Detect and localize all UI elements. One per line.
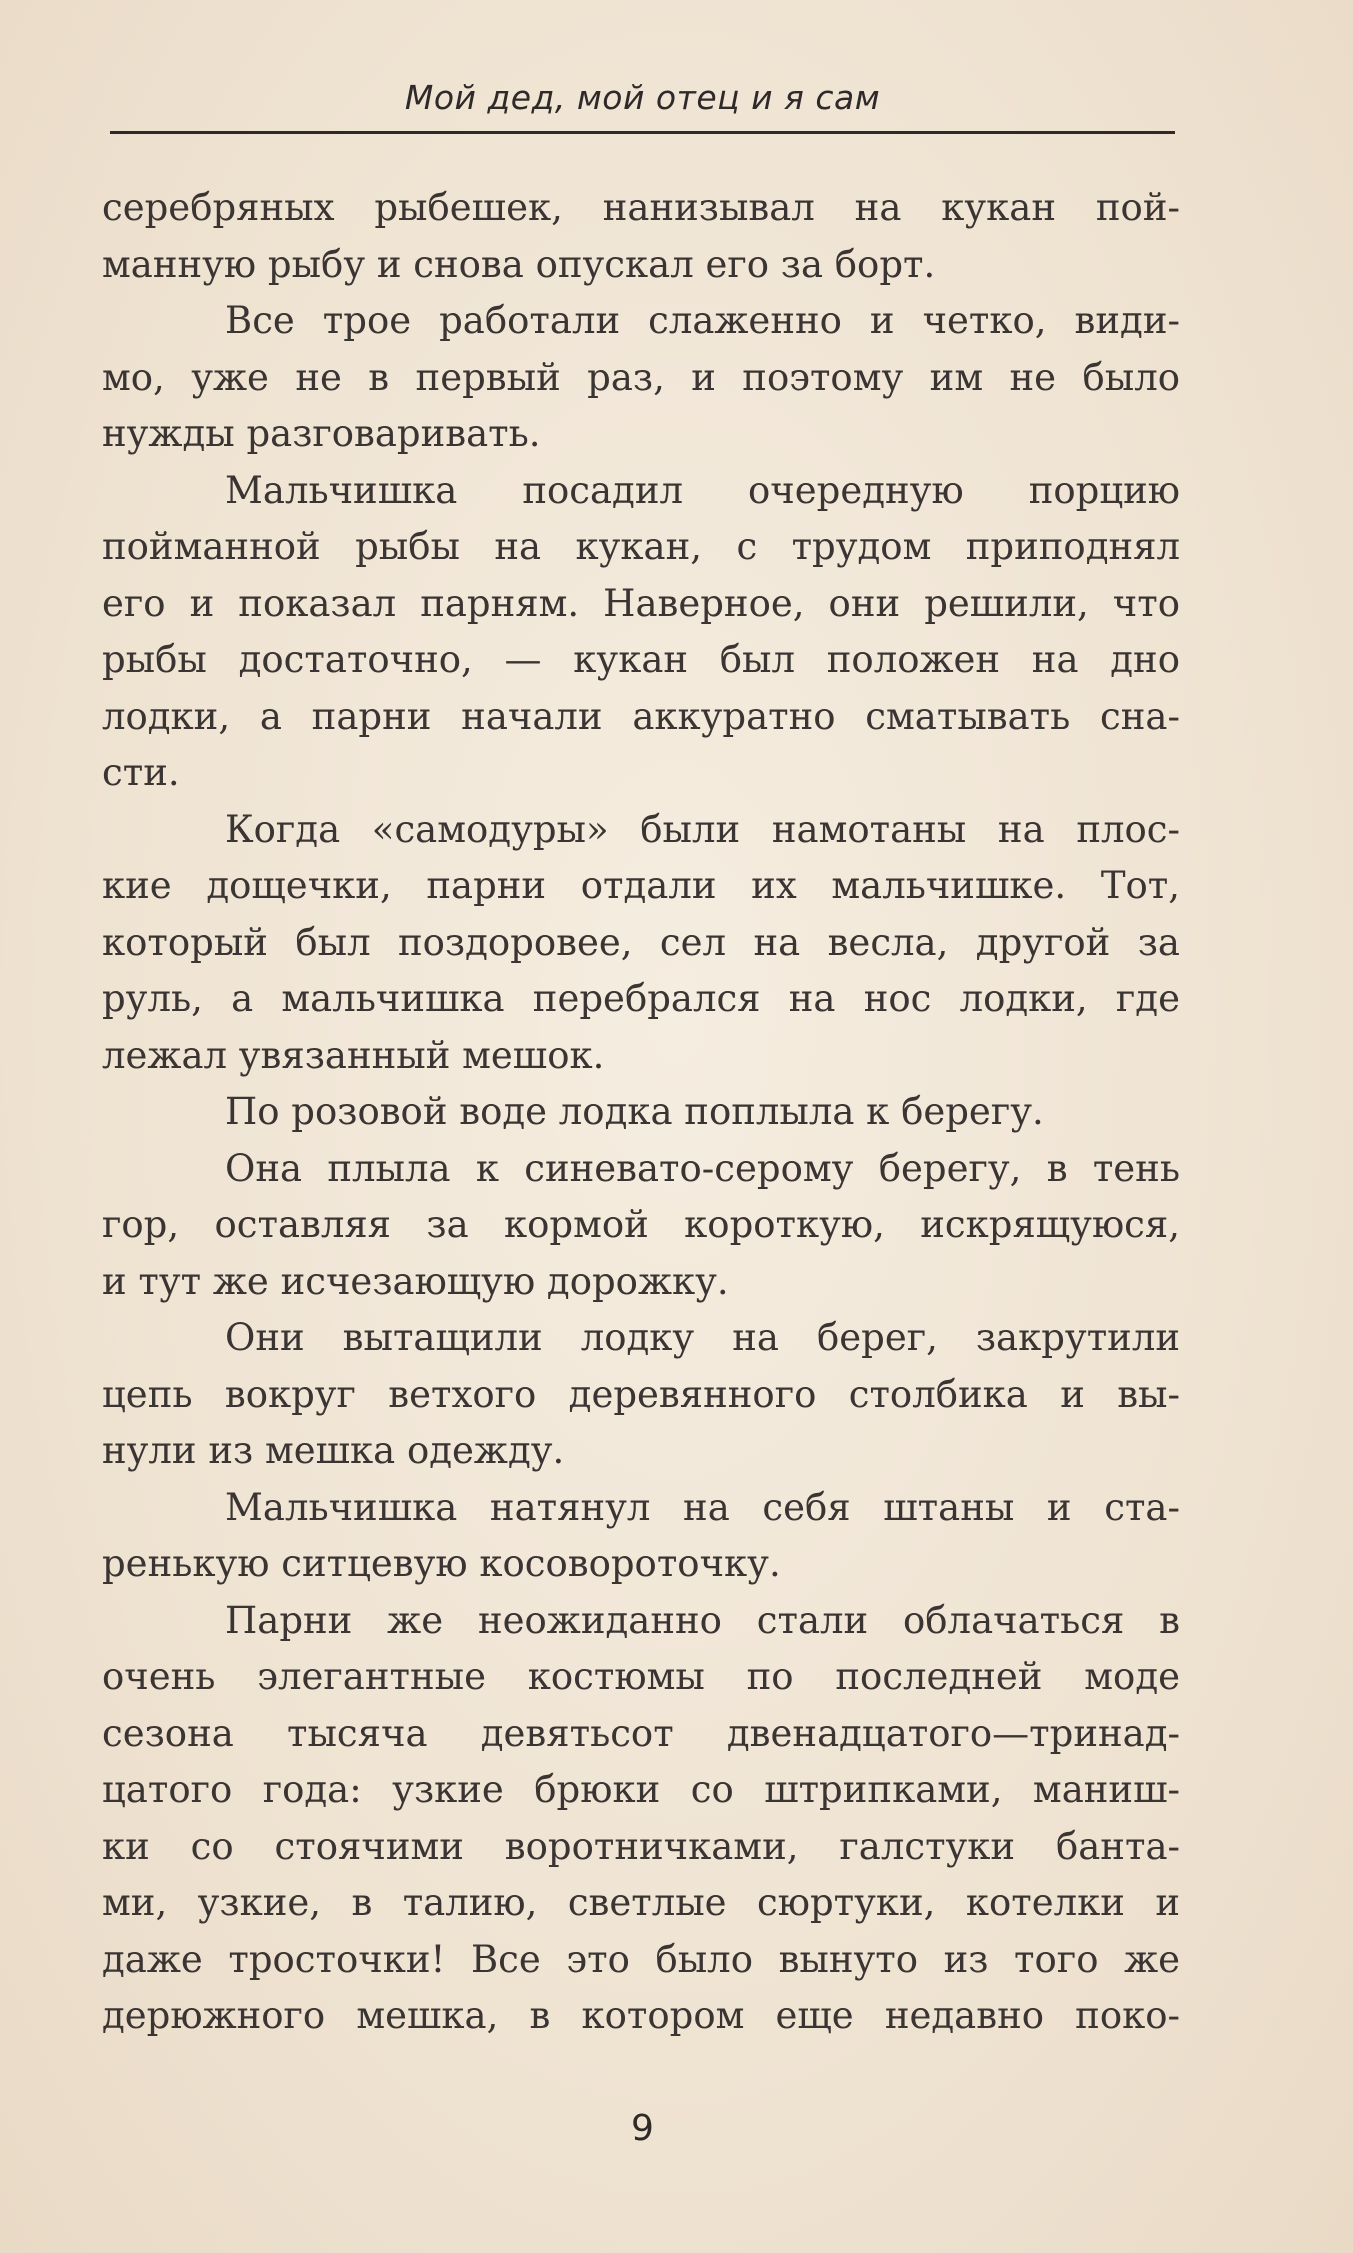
text-line: сти.	[102, 751, 180, 794]
text-line: нули из мешка одежду.	[102, 1429, 565, 1472]
text-line: Мальчишка натянул на себя штаны и ста-	[225, 1485, 1180, 1529]
header-rule	[110, 131, 1175, 134]
body-text	[102, 180, 1180, 2045]
text-line: манную рыбу и снова опускал его за борт.	[102, 242, 936, 286]
text-line: дерюжного мешка, в котором еще недавно поко-	[102, 1994, 1180, 2037]
running-header: Мой дед, мой отец и я сам	[404, 78, 881, 117]
text-line: мо, уже не в первый раз, и поэтому им не было	[102, 355, 1180, 399]
text-line: сезона тысяча девятьсот двенадцатого—тринад-	[102, 1711, 1180, 1755]
text-line: даже тросточки! Все это было вынуто из того же	[102, 1937, 1180, 1981]
text-line: Когда «самодуры» были намотаны на плос-	[225, 807, 1180, 851]
text-line: Они вытащили лодку на берег, закрутили	[225, 1316, 1180, 1359]
text-line: очень элегантные костюмы по последней моде	[102, 1655, 1180, 1698]
text-line: и тут же исчезающую дорожку.	[102, 1259, 729, 1303]
text-line: Все трое работали слаженно и четко, види-	[225, 299, 1180, 342]
text-line: Мальчишка посадил очередную порцию	[225, 468, 1180, 512]
text-line: рыбы достаточно, — кукан был положен на дно	[102, 638, 1180, 681]
text-line: Она плыла к синевато-серому берегу, в тень	[225, 1146, 1180, 1190]
text-line: цепь вокруг ветхого деревянного столбика и вы-	[102, 1372, 1180, 1416]
text-line: его и показал парням. Наверное, они решили, что	[102, 581, 1180, 625]
text-line: лежал увязанный мешок.	[102, 1033, 605, 1077]
text-line: лодки, а парни начали аккуратно сматывать сна-	[102, 694, 1180, 738]
page-number: 9	[631, 2108, 654, 2149]
text-line: По розовой воде лодка поплыла к берегу.	[225, 1090, 1044, 1133]
text-line: руль, а мальчишка перебрался на нос лодки, где	[102, 977, 1180, 1020]
text-line: пойманной рыбы на кукан, с трудом приподнял	[102, 525, 1180, 568]
text-line: ки со стоячими воротничками, галстуки банта-	[102, 1824, 1180, 1868]
text-line: ми, узкие, в талию, светлые сюртуки, котелки и	[102, 1881, 1180, 1924]
text-line: серебряных рыбешек, нанизывал на кукан пой-	[102, 186, 1180, 229]
text-line: Парни же неожиданно стали облачаться в	[225, 1598, 1180, 1642]
text-line: который был поздоровее, сел на весла, другой за	[102, 920, 1180, 964]
text-line: нужды разговаривать.	[102, 412, 541, 455]
text-line: цатого года: узкие брюки со штрипками, маниш-	[102, 1768, 1180, 1811]
text-line: кие дощечки, парни отдали их мальчишке. Тот,	[102, 864, 1180, 907]
text-line: гор, оставляя за кормой короткую, искрящуюся,	[102, 1203, 1180, 1246]
text-line: ренькую ситцевую косовороточку.	[102, 1542, 781, 1585]
